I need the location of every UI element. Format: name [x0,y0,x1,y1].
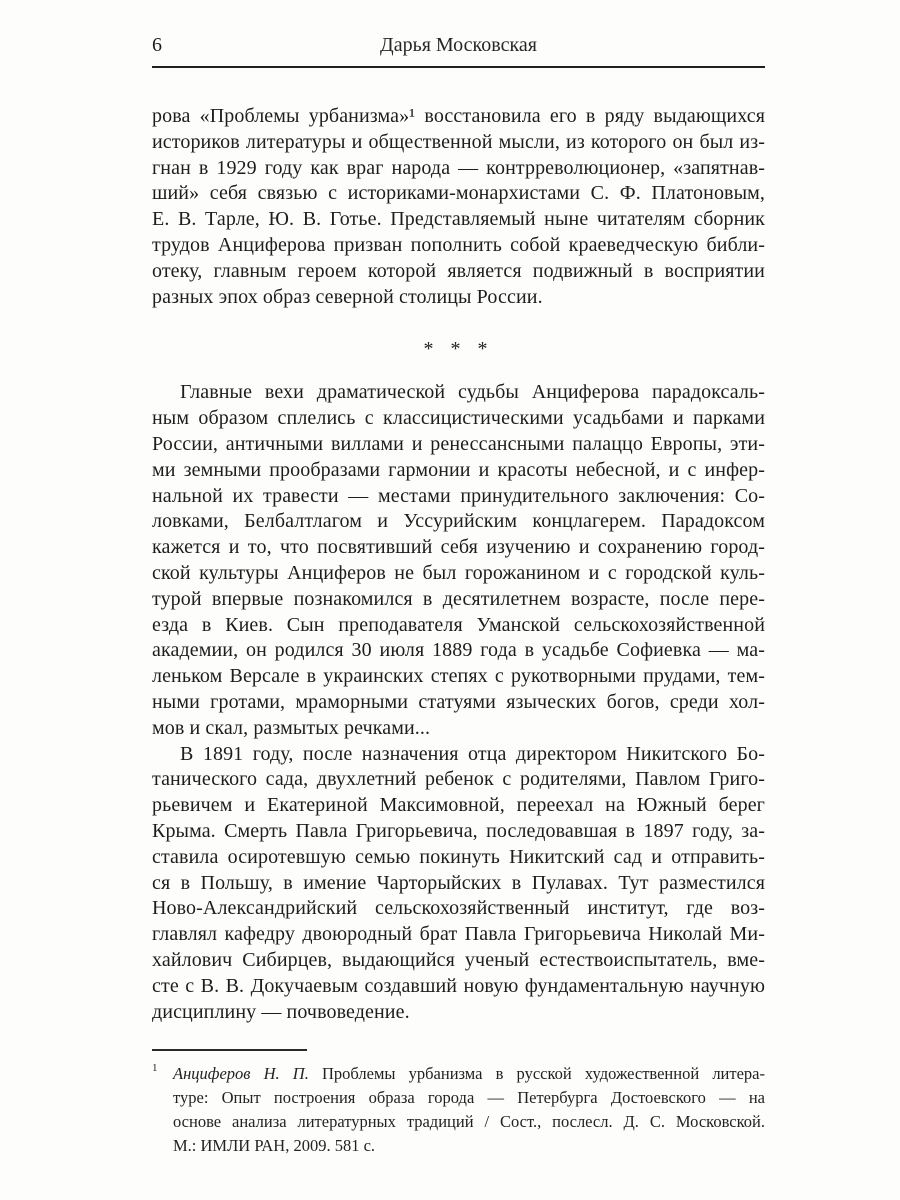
footnote-text [173,1062,765,1158]
text-line: езда в Киев. Сын преподавателя Уманской сельскохозяйственной [152,613,765,636]
text-line: сте с В. В. Докучаевым создавший новую фундаментальную научную [152,974,765,997]
paragraph-3 [152,742,765,1026]
page-header [152,33,765,57]
text-line: трудов Анциферова призван пополнить собой краеведческую библи- [152,233,765,256]
text-line: ший» себя связью с историками-монархистами С. Ф. Платоновым, [152,182,765,205]
text-line: мов и скал, размытых речками... [152,716,431,739]
footnote-marker: 1 [152,1062,158,1075]
text-line: рова «Проблемы урбанизма»¹ восстановила его в ряду выдающихся [152,105,765,127]
text-line: ской культуры Анциферов не был горожанином и с городской куль- [152,561,765,584]
text-line: рьевичем и Екатериной Максимовной, переехал на Южный берег [152,794,765,817]
header-rule [152,66,765,68]
text-line: отеку, главным героем которой является подвижный в восприятии [152,259,765,282]
text-line: В 1891 году, после назначения отца директором Никитского Бо- [180,742,765,765]
footnote-author: Анциферов Н. П. [173,1064,309,1084]
text-line: гнан в 1929 году как враг народа — контрреволюционер, «запятнав- [152,156,765,179]
text-line: главлял кафедру двоюродный брат Павла Григорьевича Николай Ми- [152,923,765,946]
text-line: танического сада, двухлетний ребенок с родителями, Павлом Григо- [152,768,765,791]
text-line: Ново-Александрийский сельскохозяйственный институт, где воз- [152,897,765,920]
text-line: ми земными прообразами гармонии и красоты небесной, и с инфер- [152,458,765,481]
section-separator: * * * [423,338,494,361]
text-line: нальной их травести — местами принудительного заключения: Со- [152,484,765,507]
footnote-line: М.: ИМЛИ РАН, 2009. 581 с. [173,1136,376,1156]
text-line: ставила осиротевшую семью покинуть Никитский сад и отправить- [152,845,765,868]
text-line: кажется и то, что посвятивший себя изучению и сохранению город- [152,536,765,559]
text-line: хайлович Сибирцев, выдающийся ученый естествоиспытатель, вме- [152,948,765,971]
text-line: академии, он родился 30 июля 1889 года в усадьбе Софиевка — ма- [152,639,765,662]
running-head: Дарья Московская [380,34,537,56]
footnote-rule [152,1049,307,1051]
footnote-line: основе анализа литературных традиций / Сост., послесл. Д. С. Московской. [173,1112,765,1132]
paragraph-2 [152,380,765,741]
text-line: дисциплину — почвоведение. [152,1000,410,1023]
text-line: Крыма. Смерть Павла Григорьевича, последовавшая в 1897 году, за- [152,819,765,842]
footnote-line: туре: Опыт построения образа города — Петербурга Достоевского — на [173,1088,765,1108]
text-line: историков литературы и общественной мысли, из которого он был из- [152,130,765,153]
text-line: ным образом сплелись с классицистическими усадьбами и парками [152,407,765,430]
footnote [152,1062,765,1158]
text-line: леньком Версале в украинских степях с рукотворными прудами, тем- [152,665,765,688]
text-line: ловками, Белбалтлагом и Уссурийским концлагерем. Парадоксом [152,510,765,533]
text-line: Главные вехи драматической судьбы Анциферова парадоксаль- [180,381,765,404]
text-line: турой впервые познакомился в десятилетнем возрасте, после пере- [152,587,765,610]
paragraph-1 [152,104,765,310]
text-line: разных эпох образ северной столицы России. [152,285,543,308]
text-line: Е. В. Тарле, Ю. В. Готье. Представляемый ныне читателям сборник [152,208,765,231]
page-number: 6 [152,34,162,56]
text-line: ными гротами, мраморными статуями языческих богов, среди хол- [152,690,765,713]
footnote-line [173,1062,765,1086]
text-line: ся в Польшу, в имение Чарторыйских в Пулавах. Тут разместился [152,871,765,894]
footnote-area [152,1049,765,1158]
page-body [152,104,765,1025]
text-line: России, античными виллами и ренессансными палаццо Европы, эти- [152,432,765,455]
footnote-line-rest: Проблемы урбанизма в русской художественной литера- [308,1064,765,1084]
